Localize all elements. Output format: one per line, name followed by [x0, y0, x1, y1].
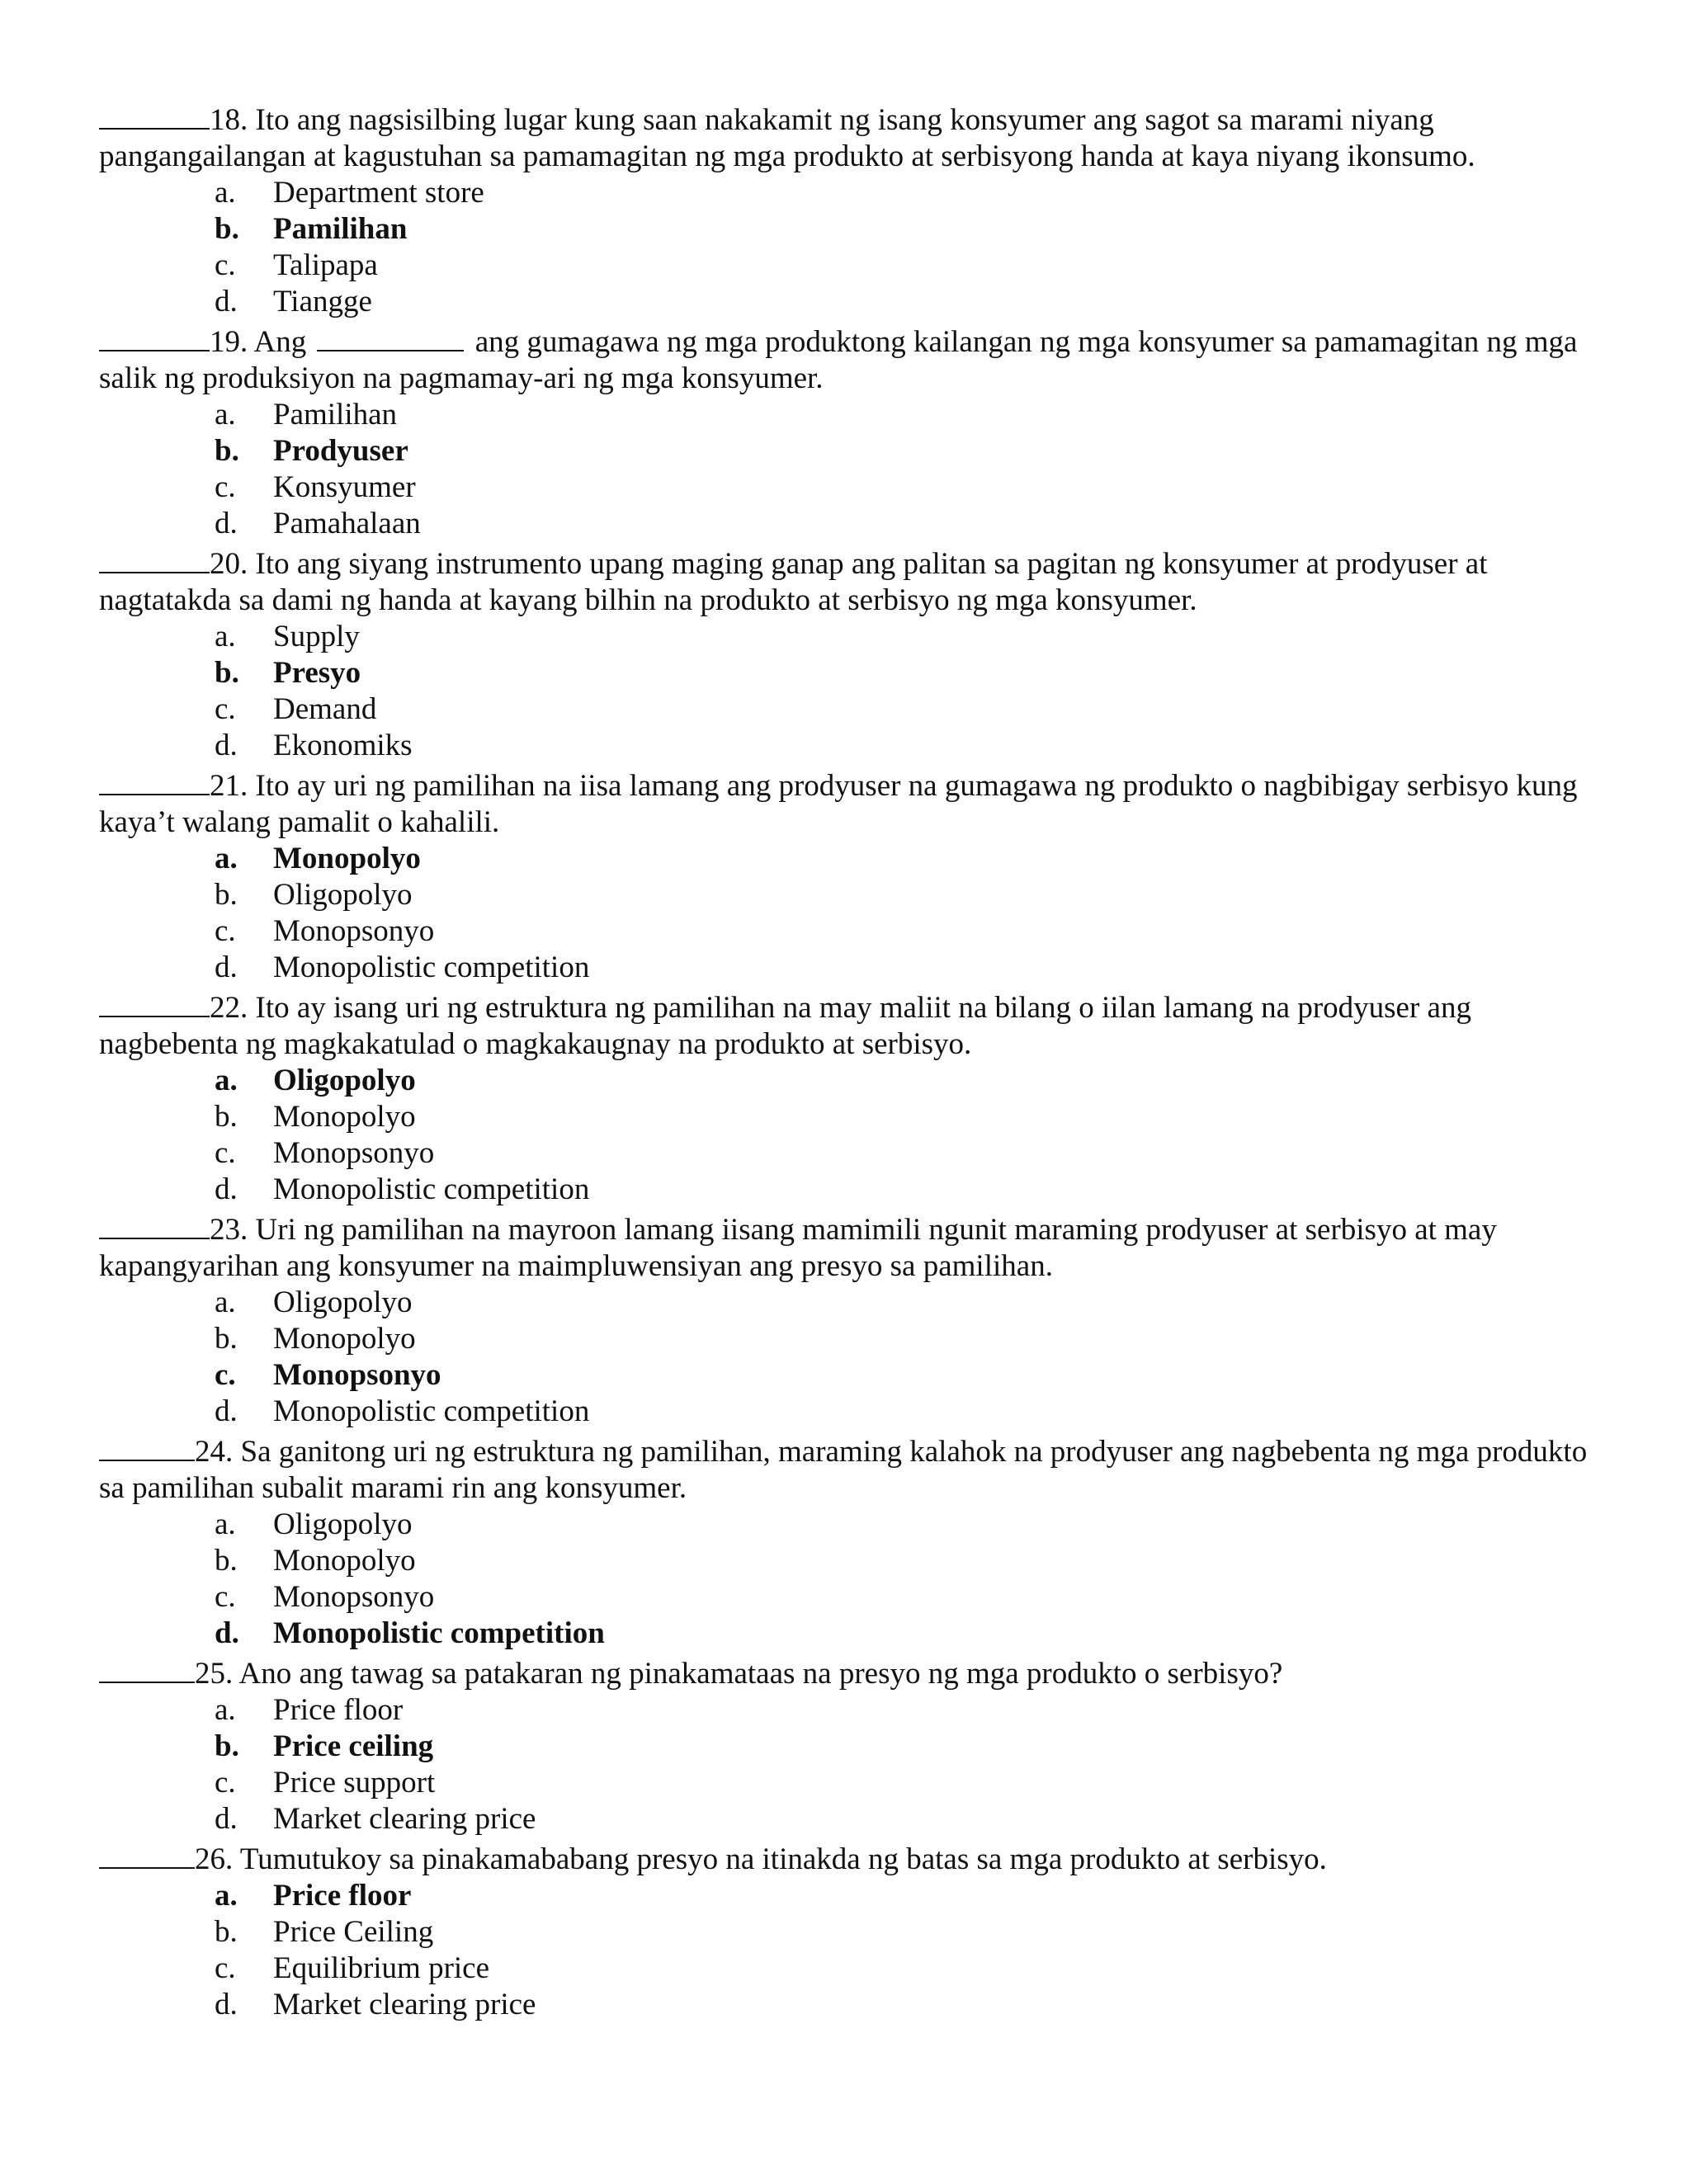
option-a-correct[interactable]: [99, 1878, 1609, 1914]
option-c-correct[interactable]: [99, 1357, 1609, 1394]
option-b-correct[interactable]: [99, 1729, 1609, 1765]
option-label: Price support: [273, 1766, 436, 1800]
question-number: 25.: [195, 1657, 234, 1691]
option-b-correct[interactable]: [99, 433, 1609, 469]
question-19: [99, 320, 1609, 542]
option-label: Tiangge: [273, 285, 372, 318]
option-letter: d.: [215, 1802, 238, 1836]
question-number: 26.: [195, 1842, 234, 1876]
option-letter: c.: [215, 470, 236, 504]
option-letter: a.: [215, 1507, 236, 1541]
option-list: [99, 619, 1609, 764]
option-b[interactable]: [99, 1914, 1609, 1951]
option-letter: d.: [215, 1616, 239, 1650]
option-label: Monopolyo: [273, 1322, 416, 1356]
option-label: Oligopolyo: [273, 1507, 413, 1541]
option-letter: b.: [215, 1544, 238, 1578]
question-number: 23.: [210, 1213, 248, 1247]
question-text: [99, 98, 1609, 175]
option-letter: b.: [215, 1915, 238, 1949]
question-21: [99, 764, 1609, 986]
question-body: Uri ng pamilihan na mayroon lamang iisang mamimili ngunit maraming prodyuser at serbisyo at may kapangyarihan ang konsyumer na maimpluwensiyan ang presyo sa pamilihan.: [99, 1213, 1497, 1283]
option-list: [99, 1878, 1609, 2023]
option-letter: b.: [215, 878, 238, 912]
answer-blank[interactable]: [99, 542, 210, 573]
answer-blank[interactable]: [99, 1208, 210, 1239]
option-letter: c.: [215, 1766, 236, 1800]
question-22: [99, 986, 1609, 1208]
option-list: [99, 397, 1609, 542]
option-label: Equilibrium price: [273, 1951, 490, 1985]
question-text: [99, 542, 1609, 619]
option-letter: c.: [215, 1580, 236, 1614]
option-letter: a.: [215, 398, 236, 432]
option-label: Pamilihan: [273, 212, 408, 246]
option-label: Monopolyo: [273, 1100, 416, 1134]
option-label: Monopolistic competition: [273, 1616, 605, 1650]
option-list: [99, 175, 1609, 320]
option-b[interactable]: [99, 1099, 1609, 1135]
option-label: Prodyuser: [273, 434, 408, 468]
option-label: Pamahalaan: [273, 507, 421, 540]
option-letter: c.: [215, 692, 236, 726]
option-label: Price Ceiling: [273, 1915, 434, 1949]
option-label: Oligopolyo: [273, 1285, 413, 1319]
option-c[interactable]: [99, 1765, 1609, 1801]
question-text: [99, 764, 1609, 841]
option-label: Market clearing price: [273, 1988, 536, 2021]
question-26: [99, 1837, 1609, 2023]
option-label: Monopsonyo: [273, 914, 435, 948]
option-c[interactable]: [99, 1135, 1609, 1172]
answer-blank[interactable]: [99, 320, 210, 351]
option-d[interactable]: [99, 1172, 1609, 1208]
option-label: Monopolistic competition: [273, 950, 590, 984]
option-label: Pamilihan: [273, 398, 398, 432]
quiz-page: [99, 98, 1609, 2023]
question-text: [99, 1837, 1609, 1878]
option-letter: b.: [215, 1729, 239, 1763]
option-list: [99, 1507, 1609, 1652]
option-letter: c.: [215, 1951, 236, 1985]
option-d[interactable]: [99, 506, 1609, 542]
option-letter: d.: [215, 950, 238, 984]
fill-in-blank[interactable]: [317, 320, 464, 351]
question-number: 21.: [210, 769, 248, 803]
option-letter: a.: [215, 1879, 238, 1913]
option-label: Monopolistic competition: [273, 1172, 590, 1206]
option-b-correct[interactable]: [99, 211, 1609, 248]
option-list: [99, 1285, 1609, 1430]
option-label: Konsyumer: [273, 470, 416, 504]
question-body-before-blank: Ang: [253, 325, 307, 359]
option-b[interactable]: [99, 877, 1609, 913]
option-c[interactable]: [99, 691, 1609, 728]
option-c[interactable]: [99, 1579, 1609, 1616]
question-25: [99, 1652, 1609, 1837]
option-b[interactable]: [99, 1321, 1609, 1357]
option-letter: d.: [215, 1394, 238, 1428]
option-label: Monopolyo: [273, 842, 421, 875]
option-label: Demand: [273, 692, 377, 726]
option-letter: c.: [215, 1358, 236, 1392]
question-body: Ito ang nagsisilbing lugar kung saan nakakamit ng isang konsyumer ang sagot sa marami niyang pangangailangan at kagustuhan sa pamamagitan ng mga produkto at serbisyong handa at kaya niyang ikonsumo.: [99, 103, 1475, 173]
question-number: 19.: [210, 325, 248, 359]
option-label: Presyo: [273, 656, 361, 690]
option-letter: a.: [215, 1285, 236, 1319]
answer-blank[interactable]: [99, 1652, 195, 1683]
option-a[interactable]: [99, 397, 1609, 433]
question-body: Ano ang tawag sa patakaran ng pinakamataas na presyo ng mga produkto o serbisyo?: [238, 1657, 1283, 1691]
option-letter: b.: [215, 434, 239, 468]
option-d[interactable]: [99, 284, 1609, 320]
option-letter: a.: [215, 1064, 238, 1097]
option-label: Monopolistic competition: [273, 1394, 590, 1428]
option-letter: d.: [215, 1172, 238, 1206]
option-a[interactable]: [99, 619, 1609, 655]
option-letter: a.: [215, 176, 236, 210]
option-label: Price floor: [273, 1693, 404, 1727]
option-label: Monopolyo: [273, 1544, 416, 1578]
option-label: Oligopolyo: [273, 1064, 416, 1097]
question-body: Sa ganitong uri ng estruktura ng pamilihan, maraming kalahok na prodyuser ang nagbebenta ng mga produkto sa pamilihan subalit marami rin ang konsyumer.: [99, 1435, 1588, 1505]
option-c[interactable]: [99, 1951, 1609, 1987]
option-d[interactable]: [99, 1394, 1609, 1430]
option-letter: c.: [215, 248, 236, 282]
option-letter: b.: [215, 212, 239, 246]
option-a-correct[interactable]: [99, 841, 1609, 877]
option-letter: b.: [215, 1100, 238, 1134]
option-letter: b.: [215, 656, 239, 690]
question-body: Tumutukoy sa pinakamababang presyo na itinakda ng batas sa mga produkto at serbisyo.: [239, 1842, 1327, 1876]
option-label: Supply: [273, 620, 360, 653]
answer-blank[interactable]: [99, 764, 210, 795]
option-letter: d.: [215, 507, 238, 540]
option-letter: a.: [215, 620, 236, 653]
option-d[interactable]: [99, 1801, 1609, 1837]
option-letter: a.: [215, 842, 238, 875]
answer-blank[interactable]: [99, 98, 210, 130]
option-letter: a.: [215, 1693, 236, 1727]
option-letter: b.: [215, 1322, 238, 1356]
option-label: Talipapa: [273, 248, 378, 282]
question-number: 20.: [210, 547, 248, 581]
option-c[interactable]: [99, 469, 1609, 506]
option-d[interactable]: [99, 950, 1609, 986]
option-label: Price floor: [273, 1879, 412, 1913]
question-18: [99, 98, 1609, 320]
option-label: Monopsonyo: [273, 1136, 435, 1170]
question-text: [99, 986, 1609, 1063]
option-letter: d.: [215, 285, 238, 318]
option-label: Monopsonyo: [273, 1358, 441, 1392]
question-20: [99, 542, 1609, 764]
option-label: Market clearing price: [273, 1802, 536, 1836]
option-letter: c.: [215, 914, 236, 948]
option-a-correct[interactable]: [99, 1063, 1609, 1099]
option-a[interactable]: [99, 1507, 1609, 1543]
question-text: [99, 1430, 1609, 1507]
option-b-correct[interactable]: [99, 655, 1609, 691]
question-body: Ito ay uri ng pamilihan na iisa lamang ang prodyuser na gumagawa ng produkto o nagbibigay serbisyo kung kaya’t walang pamalit o kahalili.: [99, 769, 1578, 839]
option-list: [99, 841, 1609, 986]
question-text: [99, 1652, 1609, 1692]
option-label: Department store: [273, 176, 484, 210]
option-letter: c.: [215, 1136, 236, 1170]
question-number: 22.: [210, 991, 248, 1025]
option-letter: d.: [215, 729, 238, 762]
option-d-correct[interactable]: [99, 1616, 1609, 1652]
answer-blank[interactable]: [99, 1430, 195, 1461]
option-list: [99, 1063, 1609, 1208]
answer-blank[interactable]: [99, 1837, 195, 1869]
question-text: [99, 320, 1609, 397]
option-d[interactable]: [99, 1987, 1609, 2023]
answer-blank[interactable]: [99, 986, 210, 1017]
question-body-after-blank: ang gumagawa ng mga produktong kailangan ng mga konsyumer sa pamamagitan ng mga salik ng produksiyon na pagmamay-ari ng mga konsyumer.: [99, 325, 1578, 395]
option-letter: d.: [215, 1988, 238, 2021]
option-a[interactable]: [99, 1692, 1609, 1729]
option-a[interactable]: [99, 1285, 1609, 1321]
option-c[interactable]: [99, 913, 1609, 950]
option-d[interactable]: [99, 728, 1609, 764]
question-23: [99, 1208, 1609, 1430]
question-text: [99, 1208, 1609, 1285]
question-number: 18.: [210, 103, 248, 137]
option-label: Monopsonyo: [273, 1580, 435, 1614]
option-a[interactable]: [99, 175, 1609, 211]
option-c[interactable]: [99, 248, 1609, 284]
option-label: Ekonomiks: [273, 729, 413, 762]
question-body: Ito ay isang uri ng estruktura ng pamilihan na may maliit na bilang o iilan lamang na prodyuser ang nagbebenta ng magkakatulad o magkakaugnay na produkto at serbisyo.: [99, 991, 1471, 1061]
option-list: [99, 1692, 1609, 1837]
question-number: 24.: [195, 1435, 234, 1469]
option-label: Oligopolyo: [273, 878, 413, 912]
question-24: [99, 1430, 1609, 1652]
option-b[interactable]: [99, 1543, 1609, 1579]
option-label: Price ceiling: [273, 1729, 434, 1763]
question-body: Ito ang siyang instrumento upang maging ganap ang palitan sa pagitan ng konsyumer at prodyuser at nagtatakda sa dami ng handa at kayang bilhin na produkto at serbisyo ng mga konsyumer.: [99, 547, 1488, 617]
